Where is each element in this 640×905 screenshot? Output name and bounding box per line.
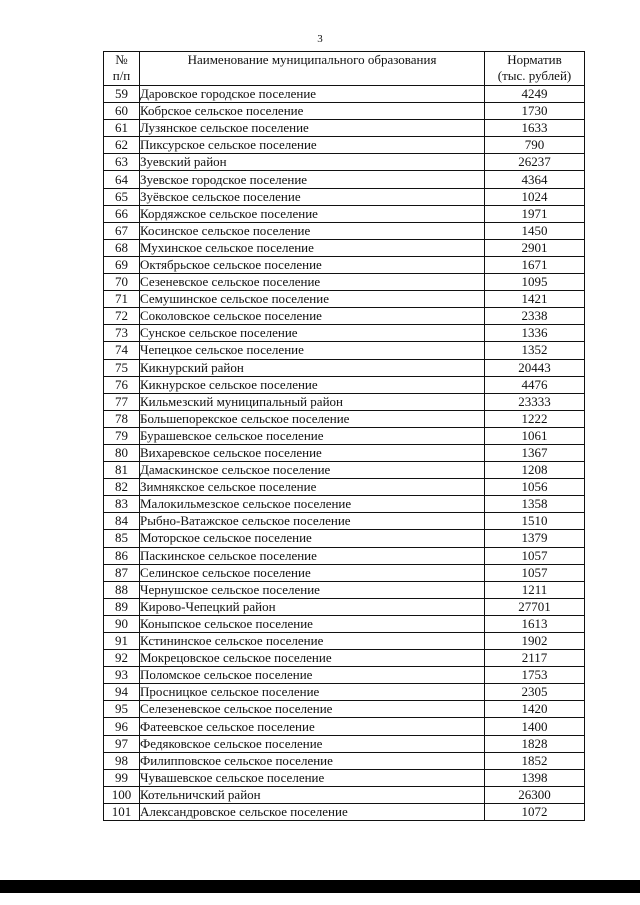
- row-name: Семушинское сельское поселение: [140, 291, 485, 308]
- table-row: [104, 615, 585, 632]
- table-row: [104, 120, 585, 137]
- row-name: Сунское сельское поселение: [140, 325, 485, 342]
- header-value: [485, 52, 585, 86]
- table-row: [104, 803, 585, 820]
- row-value: 1510: [485, 513, 585, 530]
- row-value: 1421: [485, 291, 585, 308]
- row-number: 86: [104, 547, 140, 564]
- row-number: 79: [104, 427, 140, 444]
- row-number: 92: [104, 650, 140, 667]
- row-number: 95: [104, 701, 140, 718]
- header-number-line-1: №: [115, 52, 128, 67]
- normative-table: [103, 51, 585, 821]
- row-number: 89: [104, 598, 140, 615]
- row-value: 1057: [485, 547, 585, 564]
- table-row: [104, 633, 585, 650]
- table-row: [104, 513, 585, 530]
- row-name: Лузянское сельское поселение: [140, 120, 485, 137]
- row-value: 2305: [485, 684, 585, 701]
- row-value: 1352: [485, 342, 585, 359]
- table-row: [104, 239, 585, 256]
- table-row: [104, 393, 585, 410]
- header-value-line-2: (тыс. рублей): [497, 68, 572, 83]
- row-number: 67: [104, 222, 140, 239]
- table-body: [104, 86, 585, 821]
- header-value-line-1: Норматив: [507, 52, 562, 67]
- row-value: 1061: [485, 427, 585, 444]
- row-name: Бурашевское сельское поселение: [140, 427, 485, 444]
- row-value: 1971: [485, 205, 585, 222]
- row-name: Косинское сельское поселение: [140, 222, 485, 239]
- row-number: 72: [104, 308, 140, 325]
- row-name: Фатеевское сельское поселение: [140, 718, 485, 735]
- table-row: [104, 462, 585, 479]
- table-row: [104, 786, 585, 803]
- header-number: [104, 52, 140, 86]
- row-name: Кирово-Чепецкий район: [140, 598, 485, 615]
- row-name: Паскинское сельское поселение: [140, 547, 485, 564]
- header-number-line-2: п/п: [112, 68, 131, 83]
- table-row: [104, 291, 585, 308]
- row-value: 1208: [485, 462, 585, 479]
- row-name: Селинское сельское поселение: [140, 564, 485, 581]
- table-row: [104, 581, 585, 598]
- row-value: 2901: [485, 239, 585, 256]
- row-number: 87: [104, 564, 140, 581]
- row-name: Кильмезский муниципальный район: [140, 393, 485, 410]
- row-value: 1358: [485, 496, 585, 513]
- row-name: Кстининское сельское поселение: [140, 633, 485, 650]
- row-number: 70: [104, 274, 140, 291]
- row-number: 90: [104, 615, 140, 632]
- row-name: Федяковское сельское поселение: [140, 735, 485, 752]
- row-number: 99: [104, 769, 140, 786]
- row-number: 73: [104, 325, 140, 342]
- row-name: Просницкое сельское поселение: [140, 684, 485, 701]
- row-value: 27701: [485, 598, 585, 615]
- row-value: 2338: [485, 308, 585, 325]
- row-name: Чепецкое сельское поселение: [140, 342, 485, 359]
- row-name: Даровское городское поселение: [140, 86, 485, 103]
- row-number: 94: [104, 684, 140, 701]
- row-name: Александровское сельское поселение: [140, 803, 485, 820]
- row-number: 84: [104, 513, 140, 530]
- row-name: Селезеневское сельское поселение: [140, 701, 485, 718]
- table-row: [104, 171, 585, 188]
- page-number: 3: [317, 33, 323, 45]
- row-number: 76: [104, 376, 140, 393]
- table-row: [104, 769, 585, 786]
- scan-edge-bar: [0, 880, 640, 893]
- row-value: 1730: [485, 103, 585, 120]
- row-name: Котельничский район: [140, 786, 485, 803]
- row-name: Зимнякское сельское поселение: [140, 479, 485, 496]
- row-number: 61: [104, 120, 140, 137]
- table-row: [104, 701, 585, 718]
- row-name: Мухинское сельское поселение: [140, 239, 485, 256]
- row-number: 91: [104, 633, 140, 650]
- row-value: 1852: [485, 752, 585, 769]
- table-row: [104, 86, 585, 103]
- table-row: [104, 547, 585, 564]
- row-value: 1902: [485, 633, 585, 650]
- row-value: 1671: [485, 256, 585, 273]
- row-number: 65: [104, 188, 140, 205]
- row-number: 88: [104, 581, 140, 598]
- row-number: 64: [104, 171, 140, 188]
- row-number: 83: [104, 496, 140, 513]
- table-row: [104, 308, 585, 325]
- table-row: [104, 205, 585, 222]
- table-row: [104, 427, 585, 444]
- row-number: 100: [104, 786, 140, 803]
- row-number: 101: [104, 803, 140, 820]
- row-number: 98: [104, 752, 140, 769]
- row-number: 81: [104, 462, 140, 479]
- row-value: 1367: [485, 444, 585, 461]
- row-value: 790: [485, 137, 585, 154]
- table-row: [104, 735, 585, 752]
- row-name: Дамаскинское сельское поселение: [140, 462, 485, 479]
- row-number: 63: [104, 154, 140, 171]
- row-value: 1095: [485, 274, 585, 291]
- table-row: [104, 496, 585, 513]
- row-name: Малокильмезское сельское поселение: [140, 496, 485, 513]
- row-value: 1057: [485, 564, 585, 581]
- row-name: Кобрское сельское поселение: [140, 103, 485, 120]
- table-row: [104, 667, 585, 684]
- row-number: 96: [104, 718, 140, 735]
- table-row: [104, 530, 585, 547]
- row-value: 1633: [485, 120, 585, 137]
- row-value: 1828: [485, 735, 585, 752]
- row-name: Чувашевское сельское поселение: [140, 769, 485, 786]
- row-number: 69: [104, 256, 140, 273]
- row-value: 1420: [485, 701, 585, 718]
- row-number: 66: [104, 205, 140, 222]
- table-row: [104, 137, 585, 154]
- row-value: 1613: [485, 615, 585, 632]
- row-name: Коныпское сельское поселение: [140, 615, 485, 632]
- row-value: 26300: [485, 786, 585, 803]
- row-number: 77: [104, 393, 140, 410]
- row-name: Большепорекское сельское поселение: [140, 410, 485, 427]
- row-number: 74: [104, 342, 140, 359]
- row-name: Кикнурский район: [140, 359, 485, 376]
- row-value: 1450: [485, 222, 585, 239]
- table-header-row: [104, 52, 585, 86]
- table-row: [104, 103, 585, 120]
- row-name: Зуевский район: [140, 154, 485, 171]
- row-name: Кордяжское сельское поселение: [140, 205, 485, 222]
- table-row: [104, 444, 585, 461]
- table-row: [104, 564, 585, 581]
- row-name: Филипповское сельское поселение: [140, 752, 485, 769]
- table-row: [104, 274, 585, 291]
- row-name: Мокрецовское сельское поселение: [140, 650, 485, 667]
- table-row: [104, 684, 585, 701]
- row-value: 1753: [485, 667, 585, 684]
- table-row: [104, 598, 585, 615]
- row-value: 23333: [485, 393, 585, 410]
- row-name: Октябрьское сельское поселение: [140, 256, 485, 273]
- row-value: 1336: [485, 325, 585, 342]
- table-row: [104, 342, 585, 359]
- row-number: 85: [104, 530, 140, 547]
- row-name: Зуевское городское поселение: [140, 171, 485, 188]
- row-value: 1379: [485, 530, 585, 547]
- row-number: 97: [104, 735, 140, 752]
- row-value: 1024: [485, 188, 585, 205]
- row-number: 71: [104, 291, 140, 308]
- row-value: 1222: [485, 410, 585, 427]
- row-value: 4476: [485, 376, 585, 393]
- row-value: 4364: [485, 171, 585, 188]
- row-name: Вихаревское сельское поселение: [140, 444, 485, 461]
- row-number: 59: [104, 86, 140, 103]
- row-name: Зуёвское сельское поселение: [140, 188, 485, 205]
- row-number: 68: [104, 239, 140, 256]
- row-name: Сезеневское сельское поселение: [140, 274, 485, 291]
- row-name: Соколовское сельское поселение: [140, 308, 485, 325]
- row-name: Кикнурское сельское поселение: [140, 376, 485, 393]
- table-row: [104, 410, 585, 427]
- row-name: Рыбно-Ватажское сельское поселение: [140, 513, 485, 530]
- row-number: 78: [104, 410, 140, 427]
- row-value: 4249: [485, 86, 585, 103]
- row-value: 1398: [485, 769, 585, 786]
- table-row: [104, 188, 585, 205]
- row-value: 2117: [485, 650, 585, 667]
- row-name: Пиксурское сельское поселение: [140, 137, 485, 154]
- row-value: 1211: [485, 581, 585, 598]
- table-row: [104, 650, 585, 667]
- table-row: [104, 752, 585, 769]
- header-name-text: Наименование муниципального образования: [187, 52, 437, 67]
- row-number: 60: [104, 103, 140, 120]
- row-name: Моторское сельское поселение: [140, 530, 485, 547]
- row-value: 1056: [485, 479, 585, 496]
- table-row: [104, 154, 585, 171]
- row-number: 80: [104, 444, 140, 461]
- table-row: [104, 256, 585, 273]
- row-name: Поломское сельское поселение: [140, 667, 485, 684]
- row-number: 75: [104, 359, 140, 376]
- row-value: 1400: [485, 718, 585, 735]
- row-number: 62: [104, 137, 140, 154]
- table-row: [104, 222, 585, 239]
- table-row: [104, 325, 585, 342]
- row-name: Чернушское сельское поселение: [140, 581, 485, 598]
- table-row: [104, 359, 585, 376]
- table-row: [104, 479, 585, 496]
- row-value: 20443: [485, 359, 585, 376]
- row-number: 93: [104, 667, 140, 684]
- row-value: 26237: [485, 154, 585, 171]
- table-row: [104, 718, 585, 735]
- table-row: [104, 376, 585, 393]
- row-number: 82: [104, 479, 140, 496]
- header-name: [140, 52, 485, 86]
- row-value: 1072: [485, 803, 585, 820]
